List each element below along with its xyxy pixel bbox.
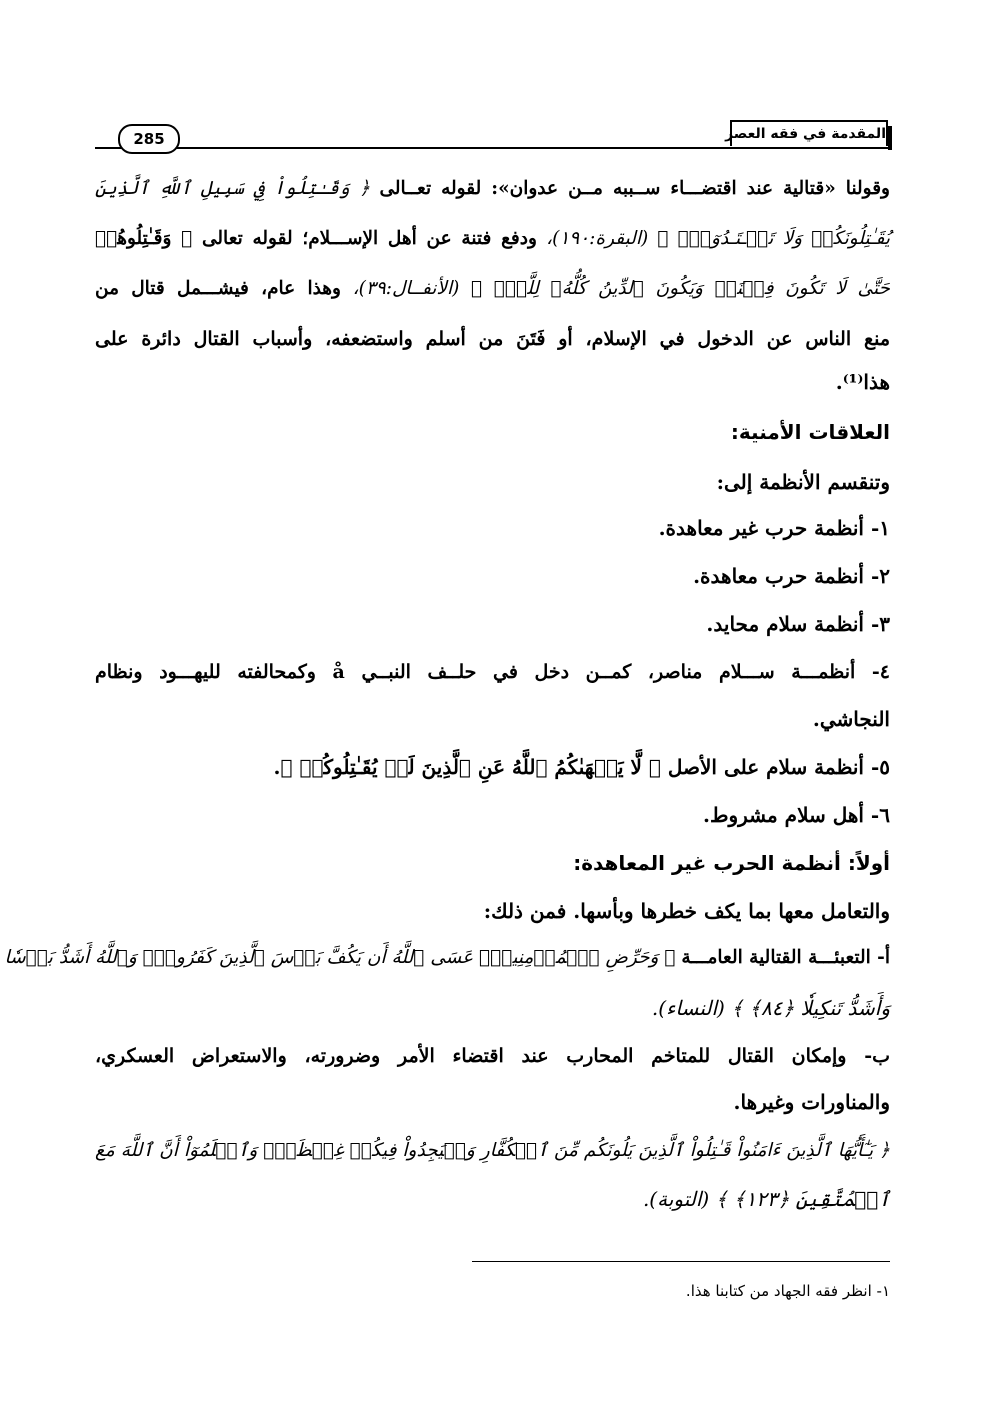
- text-run: وهذا عام، فيشـــمل قتال من: [95, 278, 341, 299]
- text-run: منع الناس عن الدخول في الإسلام، أو فَتَنَ من أسلم واستضعفه، وأسباب القتال دائرة على: [95, 328, 890, 350]
- paragraph-line-1: [95, 164, 890, 214]
- paragraph-line-2: [95, 214, 890, 264]
- page-number: 285: [118, 124, 180, 154]
- running-header-title: المقدمة في فقه العصر: [730, 120, 888, 146]
- section-heading-non-treaty: أولاً: أنظمة الحرب غير المعاهدة:: [573, 851, 890, 875]
- text-run: وقولنا «قتالية عند اقتضـــاء ســببه مــن عدوان»: لقوله تعــالى: [379, 178, 890, 199]
- point-b-line-1: ب- وإمكان القتال للمتاخم المحارب عند اقتضاء الأمر وضرورته، والاستعراض العسكري،: [95, 1045, 890, 1067]
- list-item-2: ٢- أنظمة حرب معاهدة.: [693, 564, 890, 588]
- quran-quote: ٱلۡمُتَّقِينَ ﴿١٢٣﴾ ﴾ (التوبة).: [642, 1187, 890, 1211]
- text-run: ودفع فتنة عن أهل الإســـلام؛ لقوله تعالى ﴿ وَقَـٰتِلُوهُمۡ: [95, 228, 537, 249]
- text-run: هذا⁽¹⁾.: [835, 370, 890, 394]
- verse-line-2: [95, 1174, 890, 1224]
- quran-quote: ﴿ يَـٰٓأَيُّهَا ٱلَّذِينَ ءَامَنُواْ قَـٰتِلُواْ ٱلَّذِينَ يَلُونَكُم مِّنَ ٱلۡكُفَّارِ وَلۡيَجِدُواْ فِيكُمۡ غِلۡظَةٗۚ وَٱعۡلَمُوٓاْ أَنَّ ٱللَّهَ مَعَ: [95, 1140, 890, 1161]
- footnote: ١- انظر فقه الجهاد من كتابنا هذا.: [685, 1282, 890, 1300]
- verse-line-1: [95, 1126, 890, 1176]
- quran-quote: حَتَّىٰ لَا تَكُونَ فِتۡنَةٞ وَيَكُونَ ٱلدِّينُ كُلُّهُۥ لِلَّهِۚ ﴾ (الأنفــال:٣٩)،: [352, 278, 890, 299]
- point-a-line-1: [4, 933, 890, 983]
- quran-quote: ﴿ وَحَرِّضِ ٱلۡمُؤۡمِنِينَۖ عَسَى ٱللَّهُ أَن يَكُفَّ بَأۡسَ ٱلَّذِينَ كَفَرُواْۚ وَٱللَّهُ أَشَدُّ بَأۡسٗا: [4, 947, 676, 968]
- quran-quote: يُقَـٰتِلُونَكُمۡ وَلَا تَعۡـتَـدُوٓاْۚ ﴾ (البقرة:١٩٠)،: [546, 228, 890, 249]
- quran-quote: وَأَشَدُّ تَنكِيلٗا ﴿٨٤﴾ ﴾ (النساء).: [651, 996, 890, 1020]
- list-item-4-continued: النجاشي.: [812, 707, 890, 731]
- point-b-line-2: والمناورات وغيرها.: [733, 1090, 890, 1114]
- list-item-1: ١- أنظمة حرب غير معاهدة.: [658, 516, 890, 540]
- systems-intro: وتنقسم الأنظمة إلى:: [716, 470, 890, 494]
- quran-quote: ﴿ وَقَـٰتِلُواْ فِي سَبِيلِ ٱللَّهِ ٱلَّذِينَ: [95, 178, 370, 199]
- list-item-3: ٣- أنظمة سلام محايد.: [706, 612, 890, 636]
- dealing-text: والتعامل معها بما يكف خطرها وبأسها. فمن ذلك:: [483, 899, 890, 923]
- section-heading-security: العلاقات الأمنية:: [730, 420, 890, 444]
- list-item-6: ٦- أهل سلام مشروط.: [703, 803, 890, 827]
- paragraph-line-3: [95, 264, 890, 314]
- point-a-line-2: [95, 983, 890, 1033]
- header-rule: [95, 147, 890, 149]
- list-item-4: ٤- أنظمـــة ســـلام مناصر، كمــن دخل في حلــف النبــي å وكمحالفته لليهـــود ونظام: [95, 661, 890, 683]
- footnote-rule: [472, 1261, 890, 1262]
- point-a-label: أ- التعبئـــة القتالية العامـــة: [681, 947, 890, 968]
- list-item-5: ٥- أنظمة سلام على الأصل ﴿ لَّا يَنۡهَىٰكُمُ ٱللَّهُ عَنِ ٱلَّذِينَ لَمۡ يُقَـٰتِلُوكُمۡ ﴾.: [273, 755, 890, 779]
- paragraph-line-5: [95, 357, 890, 407]
